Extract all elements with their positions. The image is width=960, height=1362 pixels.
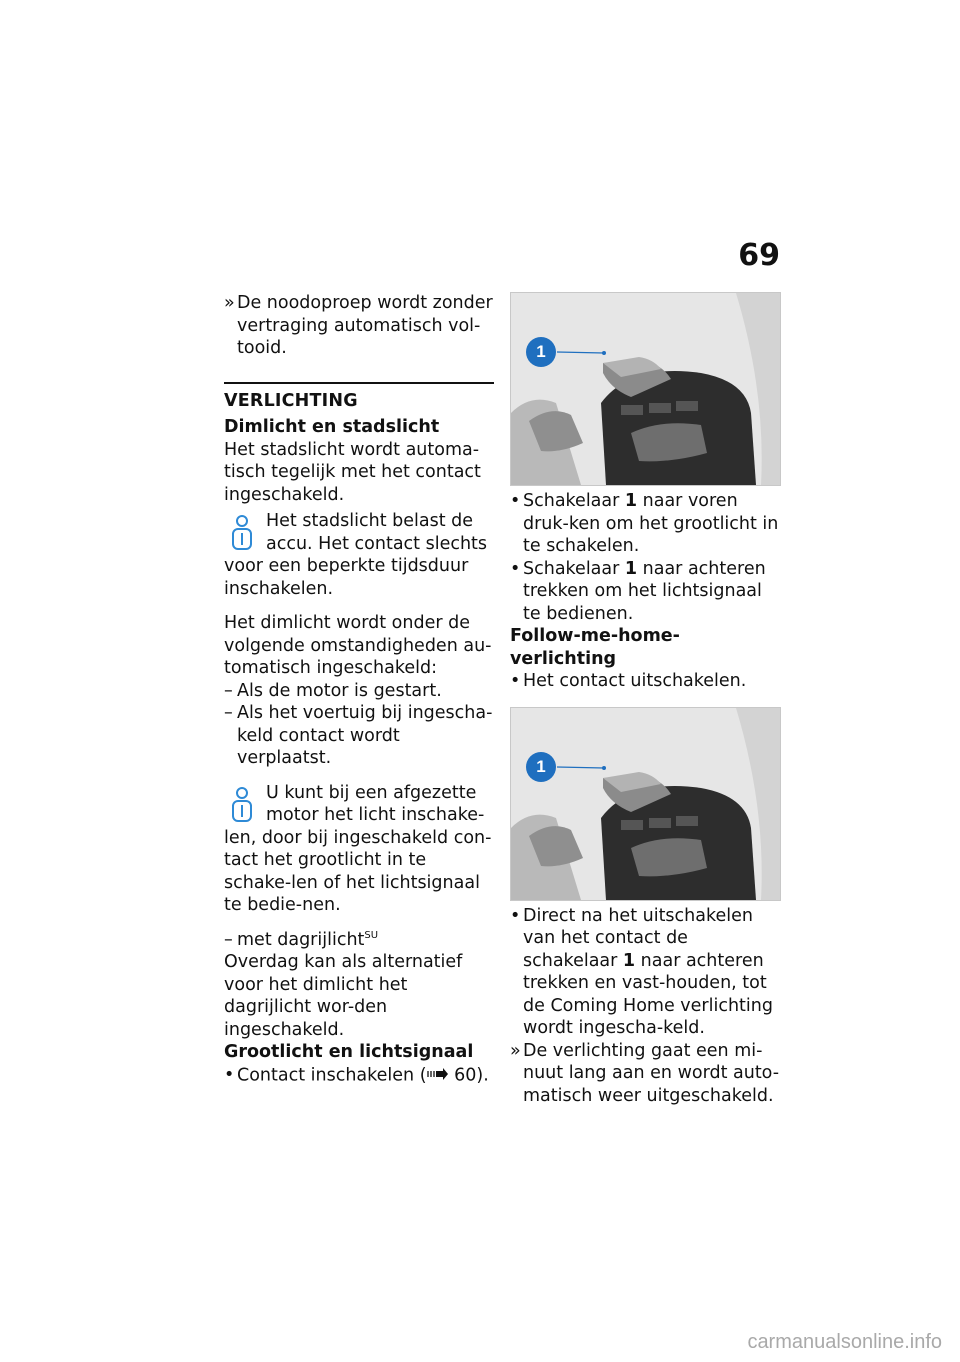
bullet-item xyxy=(510,905,785,1040)
note-licht xyxy=(224,782,494,917)
switch-illustration xyxy=(510,707,781,901)
right-column xyxy=(510,292,785,1107)
switch-number: 1 xyxy=(622,950,636,971)
dash-item-text: Als de motor is gestart. xyxy=(237,680,442,701)
bullet-text: Schakelaar xyxy=(523,491,625,511)
subheading-grootlicht: Grootlicht en lichtsignaal xyxy=(224,1042,474,1062)
paragraph-dagrijlicht: Overdag kan als alternatief voor het dimlicht het dagrijlicht wor-den ingeschakeld. xyxy=(224,952,463,1040)
info-icon xyxy=(224,784,260,824)
bullet-text: Contact inschakelen ( xyxy=(237,1064,427,1085)
dash-item-text: met dagrijlicht xyxy=(237,929,365,950)
result-arrow-marker: » xyxy=(510,1040,521,1061)
dash-marker: – xyxy=(224,703,233,723)
bullet-text: Direct na het uitschakelen van het contact de schakelaar xyxy=(523,905,753,971)
bullet-text: naar achteren trekken en vast-houden, tot de Coming Home verlichting wordt ingescha-keld. xyxy=(523,950,773,1038)
bullet-item xyxy=(224,1064,494,1087)
bullet-text: naar voren druk-ken om het grootlicht in te schakelen. xyxy=(523,491,779,556)
dash-item xyxy=(224,702,494,770)
handlebar-switch-drawing xyxy=(511,293,780,485)
dash-item xyxy=(224,929,494,952)
bullet-text: naar achteren trekken om het lichtsignaal te bedienen. xyxy=(523,558,766,624)
subheading-dimlicht: Dimlicht en stadslicht xyxy=(224,417,440,437)
bullet-marker: • xyxy=(224,1064,235,1085)
dash-marker: – xyxy=(224,680,233,701)
page-reference[interactable]: 60). xyxy=(454,1064,489,1085)
result-text: De noodoproep wordt zonder vertraging automatisch vol-tooid. xyxy=(237,293,493,358)
bullet-marker: • xyxy=(510,558,521,579)
bullet-text: Het contact uitschakelen. xyxy=(523,671,747,691)
switch-number: 1 xyxy=(624,491,638,511)
page-reference-arrow-icon xyxy=(427,1064,449,1087)
bullet-item xyxy=(510,490,785,558)
paragraph-dimlicht: Het dimlicht wordt onder de volgende omstandigheden au-tomatisch ingeschakeld: xyxy=(224,613,492,678)
switch-illustration xyxy=(510,292,781,486)
result-item xyxy=(510,1040,785,1108)
dash-item xyxy=(224,680,494,703)
handlebar-switch-drawing xyxy=(511,708,780,900)
subheading-follow-me-home: Follow-me-home-verlichting xyxy=(510,626,680,669)
bullet-marker: • xyxy=(510,491,521,511)
section-title: VERLICHTING xyxy=(224,390,358,411)
left-column xyxy=(224,292,494,1086)
callout-1: 1 xyxy=(526,337,556,367)
bullet-marker: • xyxy=(510,671,521,691)
note-accu-text: Het stadslicht belast de accu. Het contact slechts voor een beperkte tijdsduur inschakelen. xyxy=(224,511,488,599)
paragraph-stadslicht: Het stadslicht wordt automa-tisch tegelijk met het contact ingeschakeld. xyxy=(224,439,481,505)
bullet-text: Schakelaar xyxy=(523,558,625,579)
bullet-item xyxy=(510,558,785,626)
bullet-marker: • xyxy=(510,905,521,926)
result-item xyxy=(224,292,494,360)
footer-watermark: carmanualsonline.info xyxy=(747,1331,942,1353)
result-arrow-marker: » xyxy=(224,293,235,313)
option-code: SU xyxy=(364,929,379,941)
section-divider xyxy=(224,382,494,384)
info-icon xyxy=(224,512,260,552)
note-licht-text: U kunt bij een afgezette motor het licht inschake-len, door bij ingeschakeld con-tact het grootlicht in te schake-len of het lichtsignaal te bedie-nen. xyxy=(224,782,492,915)
callout-1: 1 xyxy=(526,752,556,782)
page-number: 69 xyxy=(738,238,780,273)
result-text: De verlichting gaat een mi-nuut lang aan en wordt auto-matisch weer uitgeschakeld. xyxy=(523,1040,780,1106)
dash-item-text: Als het voertuig bij ingescha-keld contact wordt verplaatst. xyxy=(237,703,493,768)
dash-marker: – xyxy=(224,929,233,950)
switch-number: 1 xyxy=(624,558,638,579)
bullet-item xyxy=(510,670,785,693)
note-accu xyxy=(224,510,494,600)
